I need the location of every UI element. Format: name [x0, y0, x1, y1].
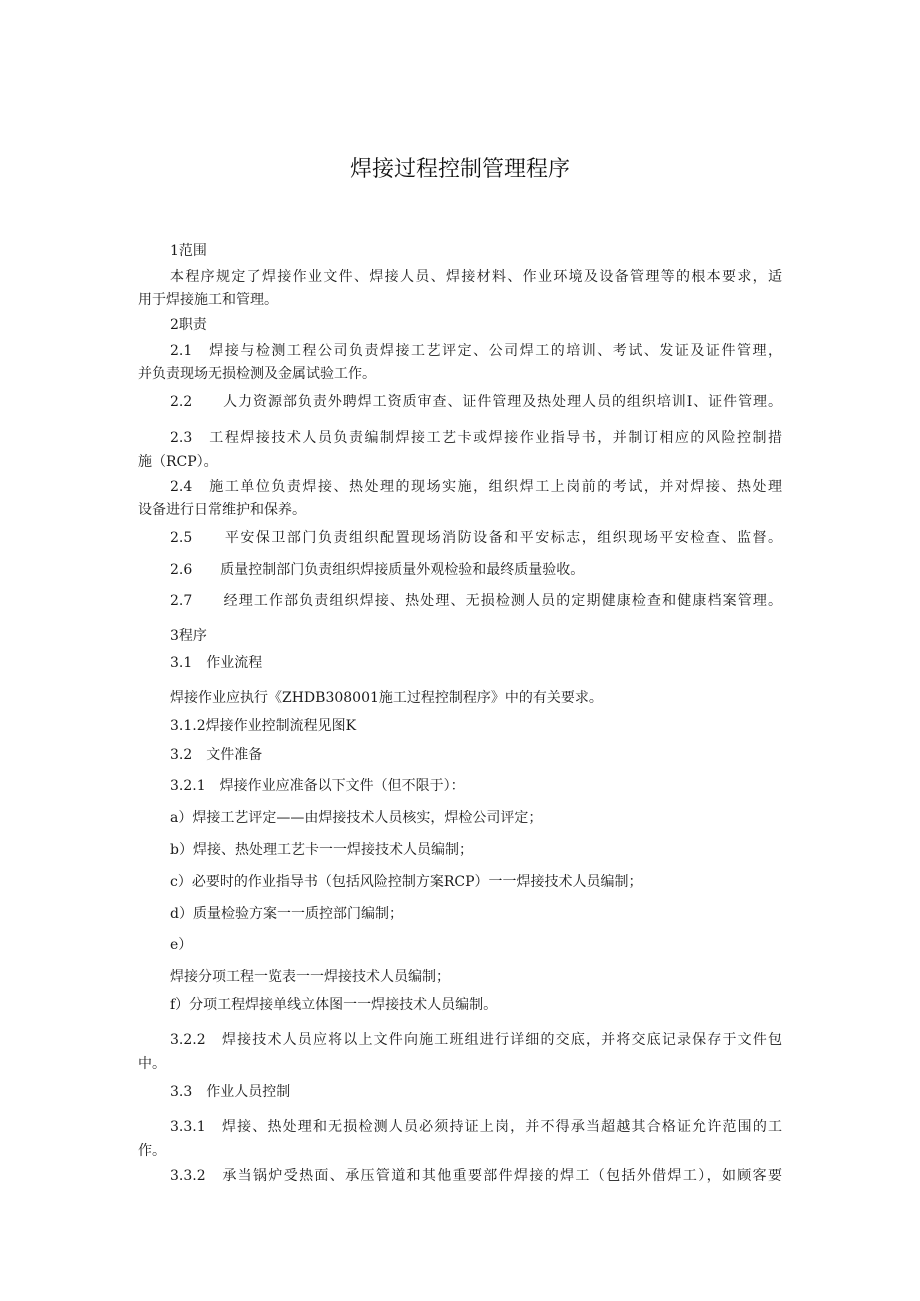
text-line: 3.2.1 焊接作业应准备以下文件（但不限于）：	[170, 778, 465, 794]
text-line: 3.3.2 承当锅炉受热面、承压管道和其他重要部件焊接的焊工（包括外借焊工），如顾客要	[170, 1168, 782, 1184]
text-line: 2.2 人力资源部负责外聘焊工资质审查、证件管理及热处理人员的组织培训Ⅰ、证件管理。	[170, 394, 782, 410]
text-line: 2.6 质量控制部门负责组织焊接质量外观检验和最终质量验收。	[170, 562, 585, 578]
text-line: 焊接分项工程一览表一一焊接技术人员编制；	[170, 969, 450, 985]
text-line: e）	[170, 937, 193, 953]
text-line: 2.5 平安保卫部门负责组织配置现场消防设备和平安标志，组织现场平安检查、监督。	[170, 530, 782, 546]
text-line: 2职责	[170, 317, 207, 333]
text-line: 2.1 焊接与检测工程公司负责焊接工艺评定、公司焊工的培训、考试、发证及证件管理，	[170, 343, 782, 359]
text-line: 3.2 文件准备	[170, 747, 263, 763]
text-line: 焊接作业应执行《ZHDB308001施工过程控制程序》中的有关要求。	[170, 690, 603, 706]
text-line: 作。	[138, 1143, 166, 1159]
text-line: a）焊接工艺评定——由焊接技术人员核实，焊检公司评定；	[170, 810, 543, 826]
text-line: c）必要时的作业指导书（包括风险控制方案RCP）一一焊接技术人员编制；	[170, 874, 643, 890]
text-line: 用于焊接施工和管理。	[138, 292, 278, 308]
text-line: 3.1 作业流程	[170, 655, 263, 671]
text-line: 中。	[138, 1056, 166, 1072]
text-line: 3程序	[170, 628, 207, 644]
text-line: 本程序规定了焊接作业文件、焊接人员、焊接材料、作业环境及设备管理等的根本要求，适	[170, 269, 782, 285]
text-line: 2.4 施工单位负责焊接、热处理的现场实施，组织焊工上岗前的考试，并对焊接、热处理	[170, 479, 782, 495]
text-line: 施（RCP）。	[138, 454, 218, 470]
text-line: 3.3 作业人员控制	[170, 1084, 291, 1100]
text-line: 设备进行日常维护和保养。	[138, 502, 306, 518]
text-line: b）焊接、热处理工艺卡一一焊接技术人员编制；	[170, 842, 473, 858]
text-line: 2.3 工程焊接技术人员负责编制焊接工艺卡或焊接作业指导书，并制订相应的风险控制措	[170, 430, 782, 446]
text-line: d）质量检验方案一一质控部门编制；	[170, 906, 403, 922]
text-line: 2.7 经理工作部负责组织焊接、热处理、无损检测人员的定期健康检查和健康档案管理。	[170, 593, 782, 609]
text-line: f）分项工程焊接单线立体图一一焊接技术人员编制。	[170, 997, 498, 1013]
text-line: 3.2.2 焊接技术人员应将以上文件向施工班组进行详细的交底，并将交底记录保存于文件包	[170, 1032, 782, 1048]
text-line: 3.1.2焊接作业控制流程见图K	[170, 718, 357, 734]
document-title: 焊接过程控制管理程序	[349, 157, 570, 182]
text-line: 并负责现场无损检测及金属试验工作。	[138, 366, 376, 382]
text-line: 1范围	[170, 243, 207, 259]
text-line: 3.3.1 焊接、热处理和无损检测人员必须持证上岗，并不得承当超越其合格证允许范围的工	[170, 1119, 782, 1135]
